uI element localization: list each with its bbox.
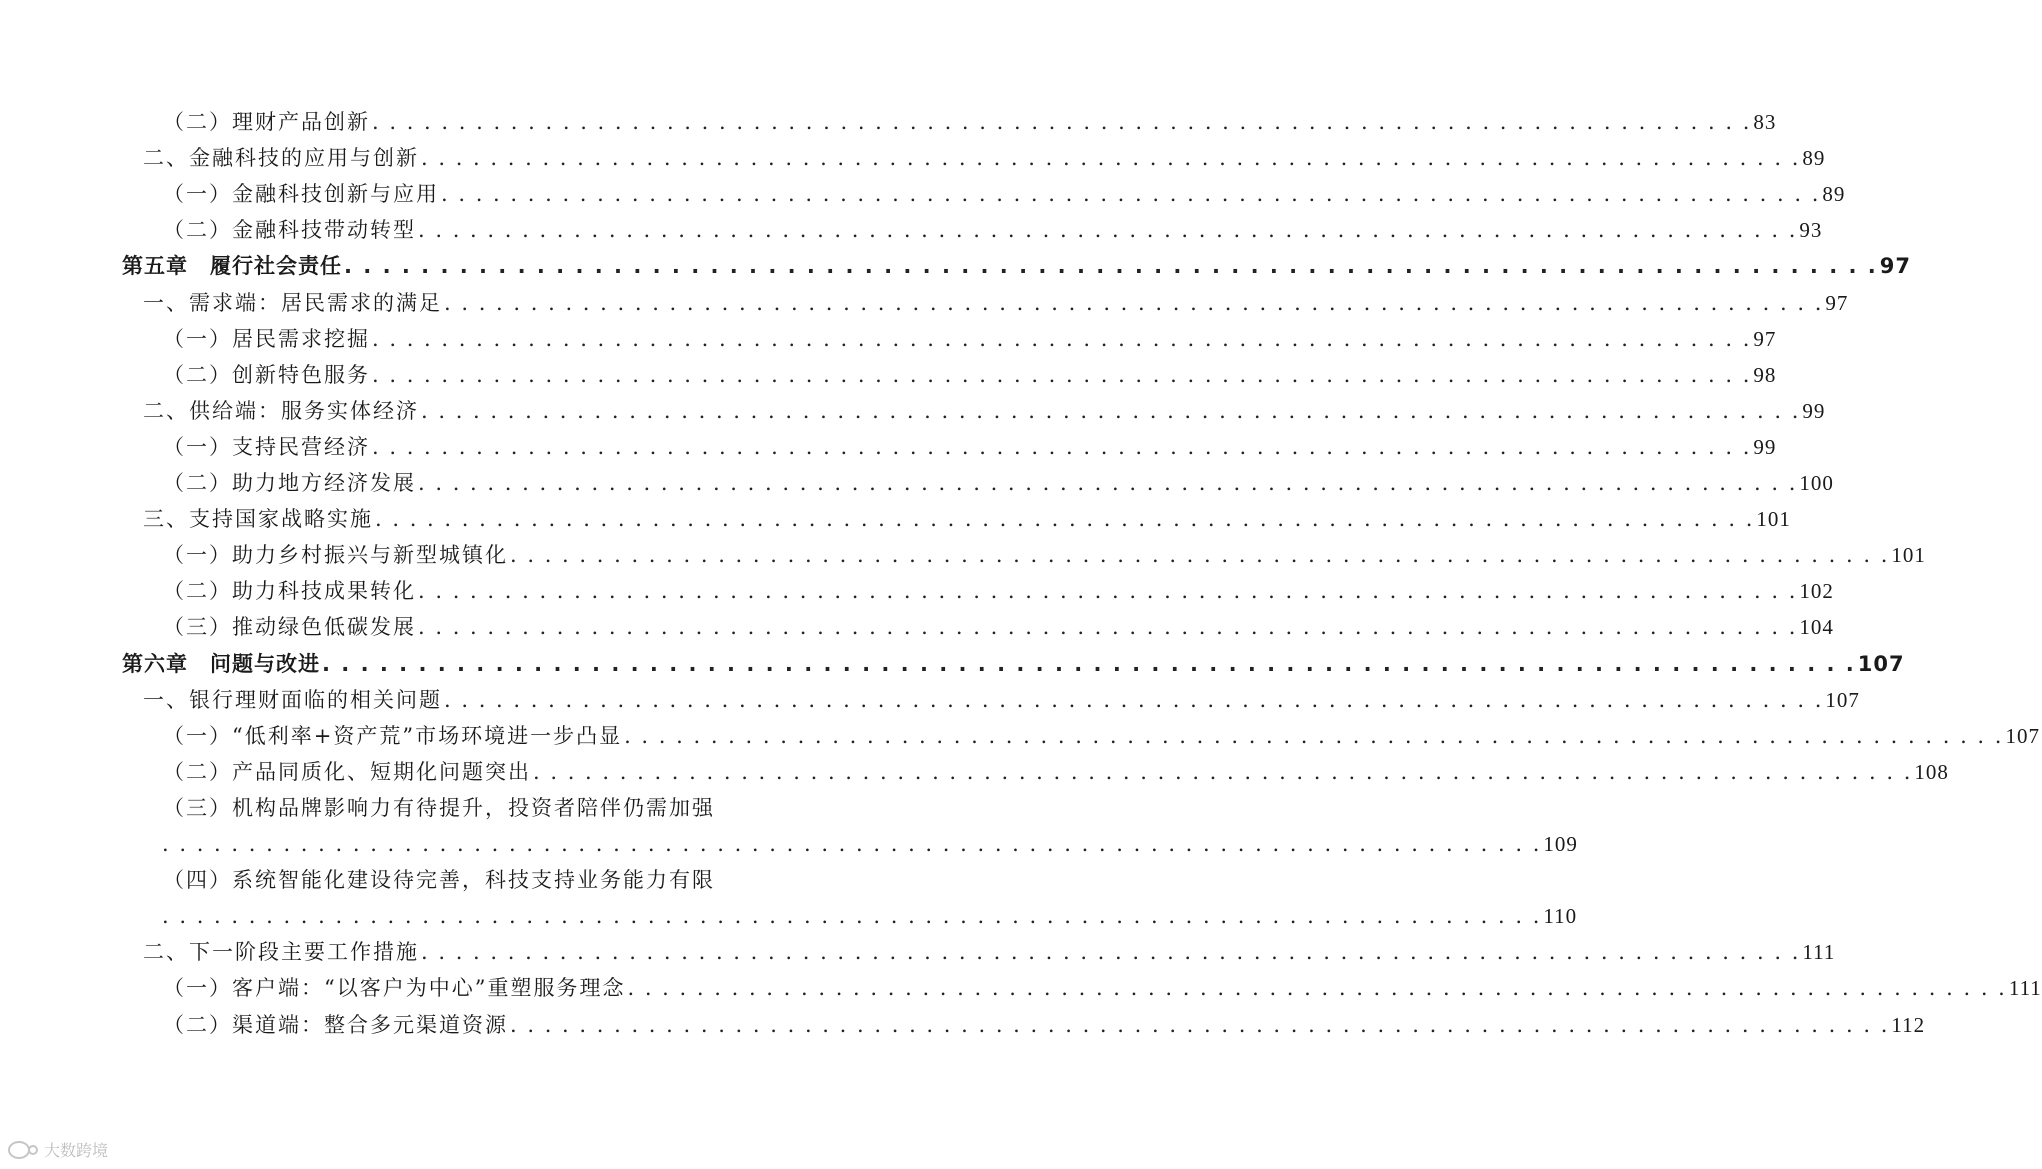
toc-entry[interactable] <box>163 430 1777 464</box>
toc-entry[interactable] <box>143 502 1791 536</box>
toc-entry-title: 三、支持国家战略实施 <box>143 507 373 532</box>
toc-entry-page: 100 <box>1799 471 1834 495</box>
toc-entry[interactable] <box>163 755 1949 789</box>
dot-leader: . . . . . . . . . . . . . . . . . . . . . . . . . . . . . . . . . . . . . . . . . . . . . . . . . . . . . . . . . . . . . . . . . . . . . . . . . . . . . . . . <box>418 615 1798 640</box>
watermark-text: 大数跨境 <box>44 1141 109 1160</box>
toc-entry-page: 111 <box>2008 976 2042 1001</box>
dot-leader: . . . . . . . . . . . . . . . . . . . . . . . . . . . . . . . . . . . . . . . . . . . . . . . . . . . . . . . . . . . . . . . . . . . . . . . . . . . . . . . . <box>322 651 1856 676</box>
toc-entry-title: （一）居民需求挖掘 <box>163 326 370 351</box>
toc-entry[interactable] <box>163 177 1846 211</box>
toc-entry[interactable] <box>143 141 1826 175</box>
toc-entry[interactable] <box>163 213 1823 247</box>
toc-entry-page: 99 <box>1802 398 1826 423</box>
dot-leader: . . . . . . . . . . . . . . . . . . . . . . . . . . . . . . . . . . . . . . . . . . . . . . . . . . . . . . . . . . . . . . . . . . . . . . . . . . . . . . . . <box>421 940 1801 965</box>
toc-entry-page: 89 <box>1802 146 1826 171</box>
toc-entry-title: 二、供给端：服务实体经济 <box>143 398 419 423</box>
toc-entry[interactable] <box>163 538 1926 572</box>
toc-entry-page: 102 <box>1799 579 1834 604</box>
toc-entry[interactable] <box>163 322 1777 356</box>
toc-entry[interactable] <box>143 394 1826 428</box>
camera-lens-icon <box>8 1141 30 1159</box>
toc-entry-title: （二）渠道端：整合多元渠道资源 <box>163 1012 508 1037</box>
watermark <box>8 1138 108 1161</box>
dot-leader: . . . . . . . . . . . . . . . . . . . . . . . . . . . . . . . . . . . . . . . . . . . . . . . . . . . . . . . . . . . . . . . . . . . . . . . . . . . . . . . . <box>375 507 1755 532</box>
dot-leader: . . . . . . . . . . . . . . . . . . . . . . . . . . . . . . . . . . . . . . . . . . . . . . . . . . . . . . . . . . . . . . . . . . . . . . . . . . . . . . . . <box>510 1012 1890 1037</box>
toc-entry[interactable] <box>163 358 1777 392</box>
toc-entry[interactable] <box>163 719 2040 753</box>
toc-entry-title: 第六章 问题与改进 <box>122 651 320 676</box>
dot-leader: . . . . . . . . . . . . . . . . . . . . . . . . . . . . . . . . . . . . . . . . . . . . . . . . . . . . . . . . . . . . . . . . . . . . . . . . . . . . . . . . <box>421 398 1801 423</box>
dot-leader: . . . . . . . . . . . . . . . . . . . . . . . . . . . . . . . . . . . . . . . . . . . . . . . . . . . . . . . . . . . . . . . . . . . . . . . . . . . . . . . . <box>533 759 1913 784</box>
toc-entry-page: 89 <box>1822 182 1846 207</box>
toc-entry-page: 111 <box>1802 940 1836 965</box>
dot-leader: . . . . . . . . . . . . . . . . . . . . . . . . . . . . . . . . . . . . . . . . . . . . . . . . . . . . . . . . . . . . . . . . . . . . . . . . . . . . . . . . <box>627 976 2007 1001</box>
dot-leader: . . . . . . . . . . . . . . . . . . . . . . . . . . . . . . . . . . . . . . . . . . . . . . . . . . . . . . . . . . . . . . . . . . . . . . . . . . . . . . . . <box>418 579 1798 604</box>
toc-chapter[interactable] <box>122 249 1912 283</box>
toc-entry-title: 第五章 履行社会责任 <box>122 254 342 279</box>
toc-entry[interactable] <box>163 863 715 897</box>
dot-leader: . . . . . . . . . . . . . . . . . . . . . . . . . . . . . . . . . . . . . . . . . . . . . . . . . . . . . . . . . . . . . . . . . . . . . . . . . . . . . . . . <box>162 832 1542 856</box>
toc-entry-page: 104 <box>1799 615 1834 640</box>
toc-entry-title: （四）系统智能化建设待完善，科技支持业务能力有限 <box>163 868 715 893</box>
dot-leader: . . . . . . . . . . . . . . . . . . . . . . . . . . . . . . . . . . . . . . . . . . . . . . . . . . . . . . . . . . . . . . . . . . . . . . . . . . . . . . . . <box>372 362 1752 387</box>
dot-leader: . . . . . . . . . . . . . . . . . . . . . . . . . . . . . . . . . . . . . . . . . . . . . . . . . . . . . . . . . . . . . . . . . . . . . . . . . . . . . . . . <box>344 254 1878 279</box>
toc-entry-page: 97 <box>1825 290 1849 315</box>
toc-entry-page: 97 <box>1879 254 1912 279</box>
toc-entry-title: （一）助力乡村振兴与新型城镇化 <box>163 543 508 568</box>
toc-entry[interactable] <box>143 286 1849 320</box>
toc-entry-page: 107 <box>2005 723 2040 748</box>
toc-entry[interactable] <box>143 683 1860 717</box>
toc-entry-page: 93 <box>1799 218 1823 243</box>
toc-entry-page: 107 <box>1825 687 1860 712</box>
toc-entry[interactable] <box>163 105 1777 139</box>
toc-entry-page: 109 <box>1543 832 1578 856</box>
toc-entry[interactable] <box>163 1008 1926 1042</box>
toc-entry-title: 一、需求端：居民需求的满足 <box>143 290 442 315</box>
toc-entry-title: （一）支持民营经济 <box>163 434 370 459</box>
toc-entry-title: （二）产品同质化、短期化问题突出 <box>163 759 531 784</box>
dot-leader: . . . . . . . . . . . . . . . . . . . . . . . . . . . . . . . . . . . . . . . . . . . . . . . . . . . . . . . . . . . . . . . . . . . . . . . . . . . . . . . . <box>510 543 1890 568</box>
toc-entry-title: （一）金融科技创新与应用 <box>163 182 439 207</box>
dot-leader: . . . . . . . . . . . . . . . . . . . . . . . . . . . . . . . . . . . . . . . . . . . . . . . . . . . . . . . . . . . . . . . . . . . . . . . . . . . . . . . . <box>372 326 1752 351</box>
toc-entry[interactable] <box>163 971 2042 1005</box>
toc-entry[interactable] <box>163 574 1834 608</box>
toc-entry-page: 101 <box>1891 543 1926 568</box>
toc-entry-title: （三）推动绿色低碳发展 <box>163 615 416 640</box>
toc-entry-title: （二）助力科技成果转化 <box>163 579 416 604</box>
toc-entry-title: （一）“低利率+资产荒”市场环境进一步凸显 <box>163 723 623 748</box>
toc-entry[interactable] <box>163 610 1834 644</box>
toc-entry-page: 112 <box>1891 1012 1926 1037</box>
toc-entry-title: 二、下一阶段主要工作措施 <box>143 940 419 965</box>
dot-leader: . . . . . . . . . . . . . . . . . . . . . . . . . . . . . . . . . . . . . . . . . . . . . . . . . . . . . . . . . . . . . . . . . . . . . . . . . . . . . . . . <box>421 146 1801 171</box>
toc-entry-page: 107 <box>1857 651 1905 676</box>
toc-entry-title: （二）理财产品创新 <box>163 110 370 134</box>
toc-entry-continuation[interactable] <box>160 899 1578 933</box>
toc-chapter[interactable] <box>122 647 1905 681</box>
dot-leader: . . . . . . . . . . . . . . . . . . . . . . . . . . . . . . . . . . . . . . . . . . . . . . . . . . . . . . . . . . . . . . . . . . . . . . . . . . . . . . . . <box>372 434 1752 459</box>
toc-entry-page: 98 <box>1753 362 1777 387</box>
toc-entry-title: （三）机构品牌影响力有待提升，投资者陪伴仍需加强 <box>163 795 715 820</box>
dot-leader: . . . . . . . . . . . . . . . . . . . . . . . . . . . . . . . . . . . . . . . . . . . . . . . . . . . . . . . . . . . . . . . . . . . . . . . . . . . . . . . . <box>441 182 1821 207</box>
toc-entry[interactable] <box>143 935 1836 969</box>
dot-leader: . . . . . . . . . . . . . . . . . . . . . . . . . . . . . . . . . . . . . . . . . . . . . . . . . . . . . . . . . . . . . . . . . . . . . . . . . . . . . . . . <box>444 687 1824 712</box>
toc-entry-title: （二）创新特色服务 <box>163 362 370 387</box>
toc-entry-page: 83 <box>1753 110 1777 134</box>
toc-entry-title: 一、银行理财面临的相关问题 <box>143 687 442 712</box>
dot-leader: . . . . . . . . . . . . . . . . . . . . . . . . . . . . . . . . . . . . . . . . . . . . . . . . . . . . . . . . . . . . . . . . . . . . . . . . . . . . . . . . <box>162 904 1542 929</box>
toc-entry-title: （二）金融科技带动转型 <box>163 218 416 243</box>
toc-entry-page: 97 <box>1753 326 1777 351</box>
toc-entry-title: （二）助力地方经济发展 <box>163 471 416 495</box>
toc-entry[interactable] <box>163 791 715 825</box>
toc-entry-page: 108 <box>1914 759 1949 784</box>
toc-entry-title: （一）客户端：“以客户为中心”重塑服务理念 <box>163 976 626 1001</box>
dot-leader: . . . . . . . . . . . . . . . . . . . . . . . . . . . . . . . . . . . . . . . . . . . . . . . . . . . . . . . . . . . . . . . . . . . . . . . . . . . . . . . . <box>444 290 1824 315</box>
dot-leader: . . . . . . . . . . . . . . . . . . . . . . . . . . . . . . . . . . . . . . . . . . . . . . . . . . . . . . . . . . . . . . . . . . . . . . . . . . . . . . . . <box>418 471 1798 495</box>
toc-entry-title: 二、金融科技的应用与创新 <box>143 146 419 171</box>
toc-entry[interactable] <box>163 466 1834 500</box>
toc-entry-page: 110 <box>1543 904 1578 929</box>
toc-entry-page: 101 <box>1756 507 1791 532</box>
toc-entry-continuation[interactable] <box>160 827 1578 861</box>
toc-entry-page: 99 <box>1753 434 1777 459</box>
dot-leader: . . . . . . . . . . . . . . . . . . . . . . . . . . . . . . . . . . . . . . . . . . . . . . . . . . . . . . . . . . . . . . . . . . . . . . . . . . . . . . . . <box>624 723 2004 748</box>
dot-leader: . . . . . . . . . . . . . . . . . . . . . . . . . . . . . . . . . . . . . . . . . . . . . . . . . . . . . . . . . . . . . . . . . . . . . . . . . . . . . . . . <box>372 110 1752 134</box>
dot-leader: . . . . . . . . . . . . . . . . . . . . . . . . . . . . . . . . . . . . . . . . . . . . . . . . . . . . . . . . . . . . . . . . . . . . . . . . . . . . . . . . <box>418 218 1798 243</box>
